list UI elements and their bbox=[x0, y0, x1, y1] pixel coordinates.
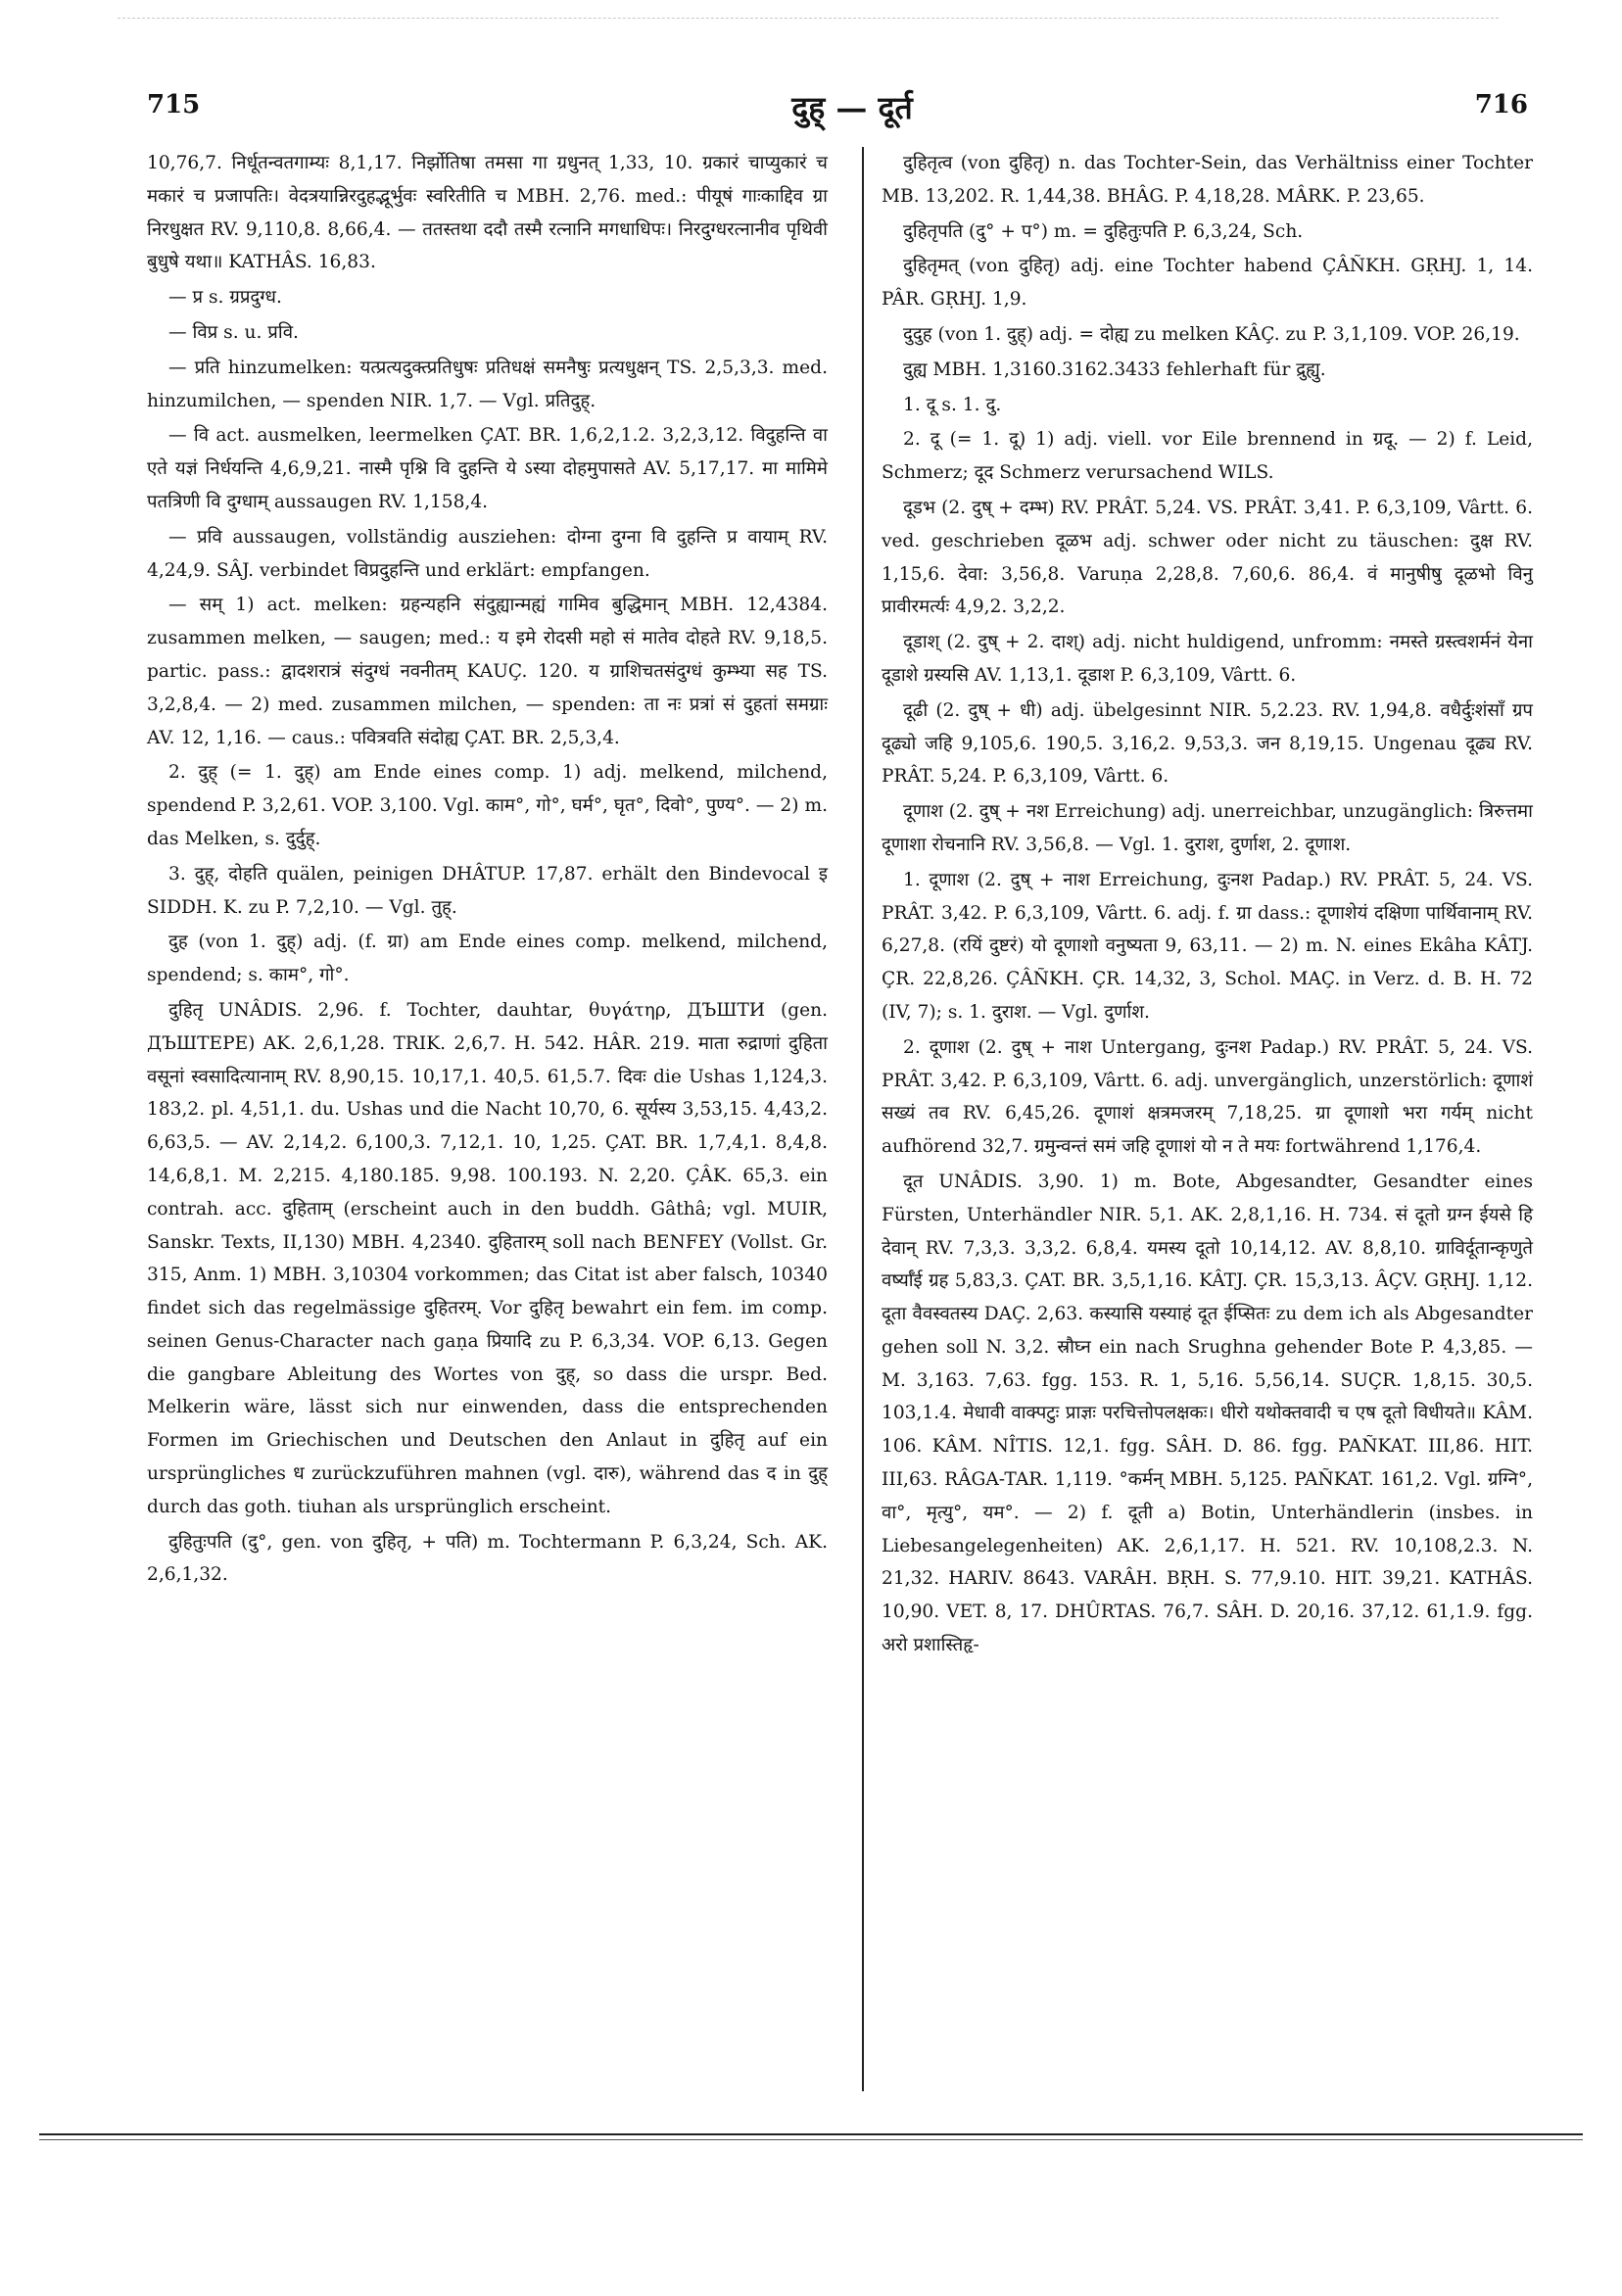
entry-dudash: दूडाश् (2. दुष् + 2. दाश्) adj. nicht huldigend, unfromm: नमस्ते ग्रस्त्वशर्मनं येना दूडाशे ग्रस्यसि AV. 1,13,1. दूडाश P. 6,3,109, Vârtt. 6. bbox=[882, 632, 1533, 686]
entry-duduha: दुदुह (von 1. दुह्) adj. = दोह्य zu melken KÂÇ. zu P. 3,1,109. VOP. 26,19. bbox=[903, 323, 1520, 345]
entry-prati: — प्रति hinzumelken: यत्प्रत्यदुक्त्प्रतिधुषः प्रतिधक्षं समनैषुः प्रत्यधुक्षन् TS. 2,5,3,3. med. hinzumilchen, — spenden NIR. 1,7. — Vgl. प्रतिदुह्. bbox=[147, 357, 828, 411]
entry-pra: — प्र s. ग्रप्रदुग्ध. bbox=[168, 287, 282, 309]
top-edge-rule bbox=[118, 18, 1499, 19]
footer-rule bbox=[39, 2133, 1583, 2135]
entry-dudabha: दूडभ (2. दुष् + दम्भ) RV. PRÂT. 5,24. VS. PRÂT. 3,41. P. 6,3,109, Vârtt. 6. ved. geschrieben दूळभ adj. schwer oder nicht zu täuschen: दुक्ष RV. 1,15,6. देवा: 3,56,8. Varuṇa 2,28,8. 7,60,6. 86,4. वं मानुषीषु दूळभो विनु प्रावीरमर्त्यः 4,9,2. 3,2,2. bbox=[882, 497, 1533, 618]
entry-dudhi: दूढी (2. दुष् + धी) adj. übelgesinnt NIR. 5,2.23. RV. 1,94,8. वधैर्दुःशंसाँ ग्रप दूढ्यो जहि 9,105,6. 190,5. 3,16,2. 9,53,3. जन 8,19,15. Ungenau दूढ्य RV. PRÂT. 5,24. P. 6,3,109, Vârtt. 6. bbox=[882, 699, 1533, 788]
entry-sam: — सम् 1) act. melken: ग्रहन्यहनि संदुह्यान्मह्यं गामिव बुद्धिमान् MBH. 12,4384. zusammen melken, — saugen; med.: य इमे रोदसी महो सं मातेव दोहते RV. 9,18,5. partic. pass.: द्वादशरात्रं संदुग्धं नवनीतम् KAUÇ. 120. य ग्राशिचतसंदुग्धं कुम्भ्या सह TS. 3,2,8,4. — 2) med. zusammen milchen, — spenden: ता नः प्रत्रां सं दुहतां समग्राः AV. 12, 1,16. — caus.: पवित्रवति संदोह्य ÇAT. BR. 2,5,3,4. bbox=[147, 595, 828, 748]
entry-dunasha: दूणाश (2. दुष् + नश Erreichung) adj. unerreichbar, unzugänglich: त्रिरुत्तमा दूणाशा रोचनानि RV. 3,56,8. — Vgl. 1. दुराश, दुर्णाश, 2. दूणाश. bbox=[882, 801, 1533, 855]
page-number-right: 716 bbox=[1474, 90, 1528, 120]
column-divider bbox=[862, 147, 864, 2091]
entry-duhituhpati: दुहितुःपति (दु°, gen. von दुहितृ, + पति) m. Tochtermann P. 6,3,24, Sch. AK. 2,6,1,32. bbox=[147, 1531, 828, 1586]
entry-dunasha-2: 2. दूणाश (2. दुष् + नाश Untergang, दुःनश Padap.) RV. PRÂT. 5, 24. VS. PRÂT. 3,42. P. 6,3,109, Vârtt. 6. adj. unvergänglich, unzerstörlich: दूणाशं सख्यं तव RV. 6,45,26. दूणाशं क्षत्रमजरम् 7,18,25. ग्रा दूणाशो भरा गर्यम् nicht aufhörend 32,7. ग्रमुन्वन्तं समं जहि दूणाशं यो न ते मयः fortwährend 1,176,4. bbox=[882, 1036, 1533, 1158]
entry-vipra: — विप्र s. u. प्रवि. bbox=[168, 321, 299, 343]
running-header bbox=[147, 90, 1528, 129]
entry-duhitrpati: दुहितृपति (दु° + प°) m. = दुहितुःपति P. 6,3,24, Sch. bbox=[903, 220, 1304, 242]
entry-duh-3: 3. दुह्, दोहति quälen, peinigen DHÂTUP. 17,87. erhält den Bindevocal इ SIDDH. K. zu P. 7,2,10. — Vgl. तुह्. bbox=[147, 863, 828, 918]
entry-duhya: दुह्य MBH. 1,3160.3162.3433 fehlerhaft für द्रुह्यु. bbox=[903, 359, 1326, 380]
entry-continuation: 10,76,7. निर्धूतन्वतगाम्यः 8,1,17. निर्झोतिषा तमसा गा ग्रधुनत् 1,33, 10. ग्रकारं चाप्युकारं च मकारं च प्रजापतिः। वेदत्रयान्निरदुहद्भूर्भुवः स्वरितीति च MBH. 2,76. med.: पीयूषं गाःकाद्दिव ग्रा निरधुक्षत RV. 9,110,8. 8,66,4. — ततस्तथा ददौ तस्मै रत्नानि मगधाधिपः। निरदुग्धरत्नानीव पृथिवी बुधुषे यथा॥ KATHÂS. 16,83. bbox=[147, 153, 828, 273]
entry-duta: दूत UNÂDIS. 3,90. 1) m. Bote, Abgesandter, Gesandter eines Fürsten, Unterhändler NIR. 5,1. AK. 2,8,1,16. H. 734. सं दूतो ग्रग्न ईयसे हि देवान् RV. 7,3,3. 3,3,2. 6,8,4. यमस्य दूतो 10,14,12. AV. 8,8,10. ग्राविर्दूतान्कृणुते वर्ष्याँई ग्रह 5,83,3. ÇAT. BR. 3,5,1,16. KÂTJ. ÇR. 15,3,13. ÂÇV. GṚHJ. 1,12. दूता वैवस्वतस्य DAÇ. 2,63. कस्यासि यस्याहं दूत ईप्सितः zu dem ich als Abgesandter gehen soll N. 3,2. स्रौघ्न ein nach Srughna gehender Bote P. 4,3,85. — M. 3,163. 7,63. fgg. 153. R. 1, 5,16. 5,56,14. SUÇR. 1,8,15. 30,5. 103,1.4. मेधावी वाक्पटुः प्राज्ञः परचित्तोपलक्षकः। धीरो यथोक्तवादी च एष दूतो विधीयते॥ KÂM. 106. KÂM. NÎTIS. 12,1. fgg. SÂH. D. 86. fgg. PAÑKAT. III,86. HIT. III,63. RÂGA-TAR. 1,119. °कर्मन् MBH. 5,125. PAÑKAT. 161,2. Vgl. ग्रग्नि°, वा°, मृत्यु°, यम°. — 2) f. दूती a) Botin, Unterhändlerin (insbes. in Liebesangelegenheiten) AK. 2,6,1,17. H. 521. RV. 10,108,2.3. N. 21,32. HARIV. 8643. VARÂH. BṚH. S. 77,9.10. HIT. 39,21. KATHÂS. 10,90. VET. 8, 17. DHÛRTAS. 76,7. SÂH. D. 20,16. 37,12. 61,1.9. fgg. अरो प्रशास्तिहृ- bbox=[882, 1171, 1533, 1656]
footer-rule-thin bbox=[39, 2139, 1583, 2140]
entry-du-2: 2. दू (= 1. दू) 1) adj. viell. vor Eile brennend in ग्रदू. — 2) f. Leid, Schmerz; दूद Schmerz verursachend WILS. bbox=[882, 429, 1533, 484]
entry-duhitrtva: दुहितृत्व (von दुहितृ) n. das Tochter-Sein, das Verhältniss einer Tochter MB. 13,202. R. 1,44,38. BHÂG. P. 4,18,28. MÂRK. P. 23,65. bbox=[882, 153, 1533, 207]
entry-duhitrmat: दुहितृमत् (von दुहितृ) adj. eine Tochter habend ÇÂÑKH. GṚHJ. 1, 14. PÂR. GṚHJ. 1,9. bbox=[882, 256, 1533, 311]
entry-vi: — वि act. ausmelken, leermelken ÇAT. BR. 1,6,2,1.2. 3,2,3,12. विदुहन्ति वा एते यज्ञं निर्धयन्ति 4,6,9,21. नास्मै पृश्नि वि दुहन्ति ये ऽस्या दोहमुपासते AV. 5,17,17. मा मामिमे पतत्रिणी वि दुग्धाम् aussaugen RV. 1,158,4. bbox=[147, 425, 828, 512]
entry-pravi: — प्रवि aussaugen, vollständig ausziehen: दोग्ना दुग्ना वि दुहन्ति प्र वायाम् RV. 4,24,9. SÂJ. verbindet विप्रदुहन्ति und erklärt: empfangen. bbox=[147, 526, 828, 581]
right-column bbox=[882, 147, 1533, 1664]
left-column bbox=[147, 147, 828, 1594]
entry-duha: दुह (von 1. दुह्) adj. (f. ग्रा) am Ende eines comp. melkend, milchend, spendend; s. काम°, गो°. bbox=[147, 932, 828, 986]
entry-duh-2: 2. दुह् (= 1. दुह्) am Ende eines comp. 1) adj. melkend, milchend, spendend P. 3,2,61. VOP. 3,100. Vgl. काम°, गो°, घर्म°, घृत°, दिवो°, पुण्य°. — 2) m. das Melken, s. दुर्दुह्. bbox=[147, 762, 828, 849]
entry-du-1: 1. दू s. 1. दु. bbox=[903, 394, 1002, 415]
page-number-left: 715 bbox=[147, 90, 201, 120]
running-head-title: दुह् — दूर्त bbox=[791, 89, 913, 126]
entry-dunasha-1: 1. दूणाश (2. दुष् + नाश Erreichung, दुःनश Padap.) RV. PRÂT. 5, 24. VS. PRÂT. 3,42. P. 6,3,109, Vârtt. 6. adj. f. ग्रा dass.: दूणाशेयं दक्षिणा पार्थिवानाम् RV. 6,27,8. (रयिं दुष्टरं) यो दूणाशो वनुष्यता 9, 63,11. — 2) m. N. eines Ekâha KÂTJ. ÇR. 22,8,26. ÇÂÑKH. ÇR. 14,32, 3, Schol. MAÇ. in Verz. d. B. H. 72 (IV, 7); s. 1. दुराश. — Vgl. दुर्णाश. bbox=[882, 869, 1533, 1023]
entry-duhitr: दुहितृ UNÂDIS. 2,96. f. Tochter, dauhtar, θυγάτηρ, ДЪШТИ (gen. ДЪШТЕРЕ) AK. 2,6,1,28. TRIK. 2,6,7. H. 542. HÂR. 219. माता रुद्राणां दुहिता वसूनां स्वसादित्यानाम् RV. 8,90,15. 10,17,1. 40,5. 61,5.7. दिवः die Ushas 1,124,3. 183,2. pl. 4,51,1. du. Ushas und die Nacht 10,70, 6. सूर्यस्य 3,53,15. 4,43,2. 6,63,5. — AV. 2,14,2. 6,100,3. 7,12,1. 10, 1,25. ÇAT. BR. 1,7,4,1. 8,4,8. 14,6,8,1. M. 2,215. 4,180.185. 9,98. 100.193. N. 2,20. ÇÂK. 65,3. ein contrah. acc. दुहिताम् (erscheint auch in den buddh. Gâthâ; vgl. MUIR, Sanskr. Texts, II,130) MBH. 4,2340. दुहितारम् soll nach BENFEY (Vollst. Gr. 315, Anm. 1) MBH. 3,10304 vorkommen; das Citat ist aber falsch, 10340 findet sich das regelmässige दुहितरम्. Vor दुहितृ bewahrt ein fem. im comp. seinen Genus-Character nach gaṇa प्रियादि zu P. 6,3,34. VOP. 6,13. Gegen die gangbare Ableitung des Wortes von दुह्, so dass die urspr. Bed. Melkerin wäre, lässt sich nur einwenden, dass die entsprechenden Formen im Griechischen und Deutschen den Anlaut in दुहितृ auf ein ursprüngliches ध zurückzuführen mahnen (vgl. दारु), während das द in दुह् durch das goth. tiuhan als ursprünglich erscheint. bbox=[147, 999, 828, 1517]
